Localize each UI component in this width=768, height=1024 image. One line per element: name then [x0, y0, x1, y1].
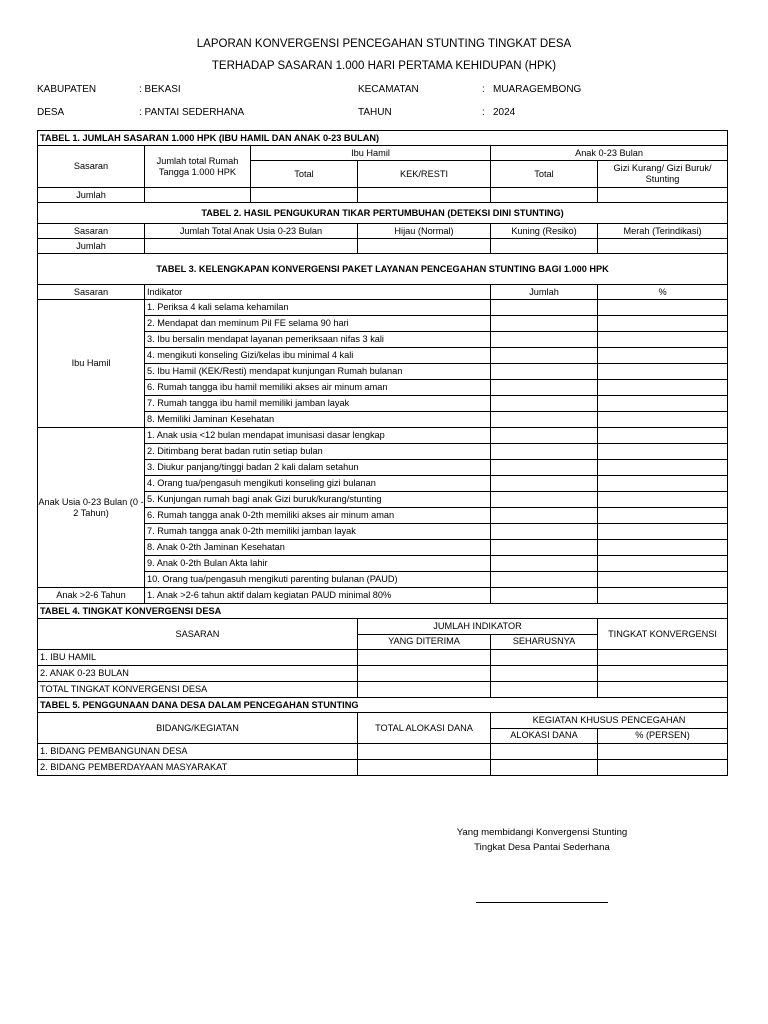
t2-cell[interactable] — [491, 239, 598, 254]
t3-jumlah-cell[interactable] — [491, 556, 598, 572]
t3-anak26-label: Anak >2-6 Tahun — [38, 588, 145, 604]
t3-jumlah-cell[interactable] — [491, 300, 598, 316]
t3-row — [38, 588, 728, 604]
t3-persen-cell[interactable] — [598, 332, 728, 348]
t3-jumlah-cell[interactable] — [491, 380, 598, 396]
t4-row — [38, 666, 728, 682]
t3-indicator: 4. Orang tua/pengasuh mengikuti konseling gizi bulanan — [145, 476, 491, 492]
t3-persen-header: % — [598, 285, 728, 300]
table5-title: TABEL 5. PENGGUNAAN DANA DESA DALAM PENCEGAHAN STUNTING — [38, 698, 728, 713]
t1-cell[interactable] — [491, 188, 598, 203]
t2-hijau-header: Hijau (Normal) — [358, 224, 491, 239]
table3-header-row — [38, 285, 728, 300]
t3-indicator: 9. Anak 0-2th Bulan Akta lahir — [145, 556, 491, 572]
t3-persen-cell[interactable] — [598, 396, 728, 412]
t5-cell[interactable] — [491, 744, 598, 760]
t5-alokasi-header: ALOKASI DANA — [491, 728, 598, 744]
table1-jumlah-row — [38, 188, 728, 203]
t3-persen-cell[interactable] — [598, 316, 728, 332]
t3-indicator: 8. Memiliki Jaminan Kesehatan — [145, 412, 491, 428]
t3-indicator: 5. Ibu Hamil (KEK/Resti) mendapat kunjungan Rumah bulanan — [145, 364, 491, 380]
t3-persen-cell[interactable] — [598, 300, 728, 316]
t5-cell[interactable] — [491, 760, 598, 776]
t3-persen-cell[interactable] — [598, 540, 728, 556]
form-table — [37, 130, 728, 776]
t3-indicator: 8. Anak 0-2th Jaminan Kesehatan — [145, 540, 491, 556]
t3-persen-cell[interactable] — [598, 492, 728, 508]
t3-persen-cell[interactable] — [598, 476, 728, 492]
t4-row-label: 2. ANAK 0-23 BULAN — [38, 666, 358, 682]
t4-cell[interactable] — [358, 650, 491, 666]
t5-row — [38, 744, 728, 760]
t3-jumlah-cell[interactable] — [491, 364, 598, 380]
t1-total2-header: Total — [491, 161, 598, 188]
kabupaten-value: : BEKASI — [139, 84, 181, 95]
signature-line — [476, 902, 608, 903]
t3-persen-cell[interactable] — [598, 380, 728, 396]
t3-jumlah-cell[interactable] — [491, 348, 598, 364]
t3-jumlah-cell[interactable] — [491, 508, 598, 524]
t3-jumlah-cell[interactable] — [491, 428, 598, 444]
table1-header-row — [38, 146, 728, 161]
table4-header-row — [38, 619, 728, 635]
t3-persen-cell[interactable] — [598, 556, 728, 572]
table5-title-row — [38, 698, 728, 713]
t3-indicator: 3. Ibu bersalin mendapat layanan pemeriksaan nifas 3 kali — [145, 332, 491, 348]
t3-row — [38, 300, 728, 316]
t4-cell[interactable] — [598, 682, 728, 698]
t5-persen-header: % (PERSEN) — [598, 728, 728, 744]
t3-persen-cell[interactable] — [598, 412, 728, 428]
t2-jumlah-label: Jumlah — [38, 239, 145, 254]
t3-persen-cell[interactable] — [598, 524, 728, 540]
kecamatan-value: MUARAGEMBONG — [493, 84, 582, 95]
t2-jumlah-anak-header: Jumlah Total Anak Usia 0-23 Bulan — [145, 224, 358, 239]
t1-jumlah-label: Jumlah — [38, 188, 145, 203]
t3-ibu-hamil-label: Ibu Hamil — [38, 300, 145, 428]
t1-ibu-hamil-header: Ibu Hamil — [251, 146, 491, 161]
t4-cell[interactable] — [598, 666, 728, 682]
t4-cell[interactable] — [358, 666, 491, 682]
table2-header-row — [38, 224, 728, 239]
t4-cell[interactable] — [358, 682, 491, 698]
t3-indicator: 6. Rumah tangga ibu hamil memiliki akses air minum aman — [145, 380, 491, 396]
table3-title-row — [38, 254, 728, 285]
t4-row-label: TOTAL TINGKAT KONVERGENSI DESA — [38, 682, 358, 698]
t5-kegiatan-header: KEGIATAN KHUSUS PENCEGAHAN — [491, 713, 728, 729]
t3-jumlah-cell[interactable] — [491, 444, 598, 460]
t3-indicator: 5. Kunjungan rumah bagi anak Gizi buruk/kurang/stunting — [145, 492, 491, 508]
t3-persen-cell[interactable] — [598, 428, 728, 444]
t3-persen-cell[interactable] — [598, 364, 728, 380]
report-title: LAPORAN KONVERGENSI PENCEGAHAN STUNTING TINGKAT DESA — [196, 38, 572, 50]
kecamatan-colon: : — [482, 84, 485, 95]
t5-bidang-header: BIDANG/KEGIATAN — [38, 713, 358, 744]
t3-indicator: 7. Rumah tangga ibu hamil memiliki jamban layak — [145, 396, 491, 412]
t2-cell[interactable] — [358, 239, 491, 254]
t5-total-alokasi-header: TOTAL ALOKASI DANA — [358, 713, 491, 744]
t3-indicator: 6. Rumah tangga anak 0-2th memiliki akses air minum aman — [145, 508, 491, 524]
t3-indicator: 1. Periksa 4 kali selama kehamilan — [145, 300, 491, 316]
t1-sasaran-header: Sasaran — [38, 146, 145, 188]
table2-jumlah-row — [38, 239, 728, 254]
tahun-value: 2024 — [493, 107, 516, 118]
t3-jumlah-cell[interactable] — [491, 316, 598, 332]
t3-indicator: 1. Anak usia <12 bulan mendapat imunisasi dasar lengkap — [145, 428, 491, 444]
signature-line1: Yang membidangi Konvergensi Stunting — [456, 827, 628, 838]
t2-sasaran-header: Sasaran — [38, 224, 145, 239]
t3-persen-cell[interactable] — [598, 588, 728, 604]
table4-title: TABEL 4. TINGKAT KONVERGENSI DESA — [38, 604, 728, 619]
desa-label: DESA — [37, 107, 65, 118]
t1-cell[interactable] — [251, 188, 358, 203]
kecamatan-label: KECAMATAN — [358, 84, 419, 95]
t1-cell[interactable] — [358, 188, 491, 203]
report-subtitle: TERHADAP SASARAN 1.000 HARI PERTAMA KEHIDUPAN (HPK) — [211, 60, 557, 72]
t4-cell[interactable] — [491, 666, 598, 682]
t3-indicator: 7. Rumah tangga anak 0-2th memiliki jamban layak — [145, 524, 491, 540]
t3-indicator: 3. Diukur panjang/tinggi badan 2 kali dalam setahun — [145, 460, 491, 476]
t5-cell[interactable] — [598, 760, 728, 776]
t1-kek-header: KEK/RESTI — [358, 161, 491, 188]
t3-jumlah-cell[interactable] — [491, 492, 598, 508]
table1-title: TABEL 1. JUMLAH SASARAN 1.000 HPK (IBU HAMIL DAN ANAK 0-23 BULAN) — [38, 131, 728, 146]
t3-jumlah-cell[interactable] — [491, 332, 598, 348]
t3-indikator-header: Indikator — [145, 285, 491, 300]
t4-cell[interactable] — [491, 650, 598, 666]
t3-jumlah-cell[interactable] — [491, 476, 598, 492]
tahun-colon: : — [482, 107, 485, 118]
t5-cell[interactable] — [598, 744, 728, 760]
t4-tingkat-header: TINGKAT KONVERGENSI — [598, 619, 728, 650]
t2-kuning-header: Kuning (Resiko) — [491, 224, 598, 239]
table5-header-row — [38, 713, 728, 729]
table3-title: TABEL 3. KELENGKAPAN KONVERGENSI PAKET LAYANAN PENCEGAHAN STUNTING BAGI 1.000 HPK — [38, 254, 728, 285]
t4-row — [38, 650, 728, 666]
t3-persen-cell[interactable] — [598, 572, 728, 588]
t3-persen-cell[interactable] — [598, 508, 728, 524]
t2-cell[interactable] — [598, 239, 728, 254]
t4-cell[interactable] — [491, 682, 598, 698]
t3-indicator: 10. Orang tua/pengasuh mengikuti parenting bulanan (PAUD) — [145, 572, 491, 588]
t1-cell[interactable] — [145, 188, 251, 203]
t3-indicator: 2. Ditimbang berat badan rutin setiap bulan — [145, 444, 491, 460]
t5-row — [38, 760, 728, 776]
t3-indicator: 2. Mendapat dan meminum Pil FE selama 90 hari — [145, 316, 491, 332]
t1-jumlah-rt-header: Jumlah total Rumah Tangga 1.000 HPK — [145, 146, 251, 188]
desa-value: : PANTAI SEDERHANA — [139, 107, 245, 118]
t3-jumlah-cell[interactable] — [491, 412, 598, 428]
t4-row — [38, 682, 728, 698]
t3-indicator: 4. mengikuti konseling Gizi/kelas ibu minimal 4 kali — [145, 348, 491, 364]
tahun-label: TAHUN — [358, 107, 392, 118]
t3-jumlah-cell[interactable] — [491, 540, 598, 556]
t4-sasaran-header: SASARAN — [38, 619, 358, 650]
t4-diterima-header: YANG DITERIMA — [358, 634, 491, 650]
t3-sasaran-header: Sasaran — [38, 285, 145, 300]
t3-jumlah-cell[interactable] — [491, 572, 598, 588]
t3-jumlah-cell[interactable] — [491, 460, 598, 476]
t3-indicator: 1. Anak >2-6 tahun aktif dalam kegiatan PAUD minimal 80% — [145, 588, 491, 604]
table1-title-row — [38, 131, 728, 146]
t2-merah-header: Merah (Terindikasi) — [598, 224, 728, 239]
table2-title-row — [38, 203, 728, 224]
table4-title-row — [38, 604, 728, 619]
t1-gizi-header: Gizi Kurang/ Gizi Buruk/ Stunting — [598, 161, 728, 188]
t3-persen-cell[interactable] — [598, 460, 728, 476]
t3-persen-cell[interactable] — [598, 444, 728, 460]
t3-persen-cell[interactable] — [598, 348, 728, 364]
t5-cell[interactable] — [358, 760, 491, 776]
t1-total-header: Total — [251, 161, 358, 188]
t4-cell[interactable] — [598, 650, 728, 666]
table2-title: TABEL 2. HASIL PENGUKURAN TIKAR PERTUMBUHAN (DETEKSI DINI STUNTING) — [38, 203, 728, 224]
t4-seharusnya-header: SEHARUSNYA — [491, 634, 598, 650]
t5-cell[interactable] — [358, 744, 491, 760]
t3-jumlah-cell[interactable] — [491, 524, 598, 540]
t3-jumlah-cell[interactable] — [491, 396, 598, 412]
t3-jumlah-cell[interactable] — [491, 588, 598, 604]
t5-row-label: 2. BIDANG PEMBERDAYAAN MASYARAKAT — [38, 760, 358, 776]
t1-cell[interactable] — [598, 188, 728, 203]
t4-jumlah-indikator-header: JUMLAH INDIKATOR — [358, 619, 598, 635]
t4-row-label: 1. IBU HAMIL — [38, 650, 358, 666]
t2-cell[interactable] — [145, 239, 358, 254]
t5-row-label: 1. BIDANG PEMBANGUNAN DESA — [38, 744, 358, 760]
t3-jumlah-header: Jumlah — [491, 285, 598, 300]
t3-row — [38, 428, 728, 444]
t1-anak-header: Anak 0-23 Bulan — [491, 146, 728, 161]
signature-line2: Tingkat Desa Pantai Sederhana — [474, 842, 610, 853]
kabupaten-label: KABUPATEN — [37, 84, 97, 95]
t3-anak-label: Anak Usia 0-23 Bulan (0 - 2 Tahun) — [38, 428, 145, 588]
